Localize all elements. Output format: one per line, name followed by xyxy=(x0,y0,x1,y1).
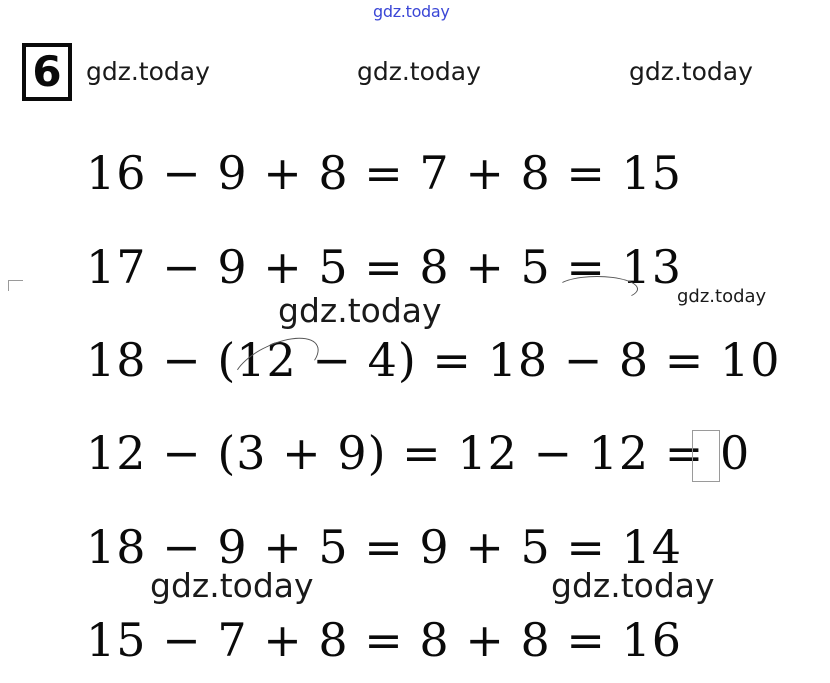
watermark-top: gdz.today xyxy=(373,2,450,21)
watermark-2: gdz.today xyxy=(357,57,481,86)
equation-5: 18 − 9 + 5 = 9 + 5 = 14 xyxy=(86,520,683,574)
equation-2: 17 − 9 + 5 = 8 + 5 = 13 xyxy=(86,240,683,294)
equation-1: 16 − 9 + 8 = 7 + 8 = 15 xyxy=(86,146,683,200)
watermark-7: gdz.today xyxy=(551,566,715,605)
equation-3: 18 − (12 − 4) = 18 − 8 = 10 xyxy=(86,333,781,387)
equation-6: 15 − 7 + 8 = 8 + 8 = 16 xyxy=(86,613,683,667)
equation-4: 12 − (3 + 9) = 12 − 12 = 0 xyxy=(86,426,751,480)
artifact-line xyxy=(8,280,23,291)
artifact-box xyxy=(692,430,720,482)
watermark-3: gdz.today xyxy=(629,57,753,86)
artifact-arc xyxy=(556,276,638,302)
watermark-4: gdz.today xyxy=(278,291,442,330)
task-number-box xyxy=(22,43,72,101)
watermark-6: gdz.today xyxy=(150,566,314,605)
watermark-1: gdz.today xyxy=(86,57,210,86)
task-number: 6 xyxy=(32,47,62,96)
watermark-5: gdz.today xyxy=(677,286,767,307)
